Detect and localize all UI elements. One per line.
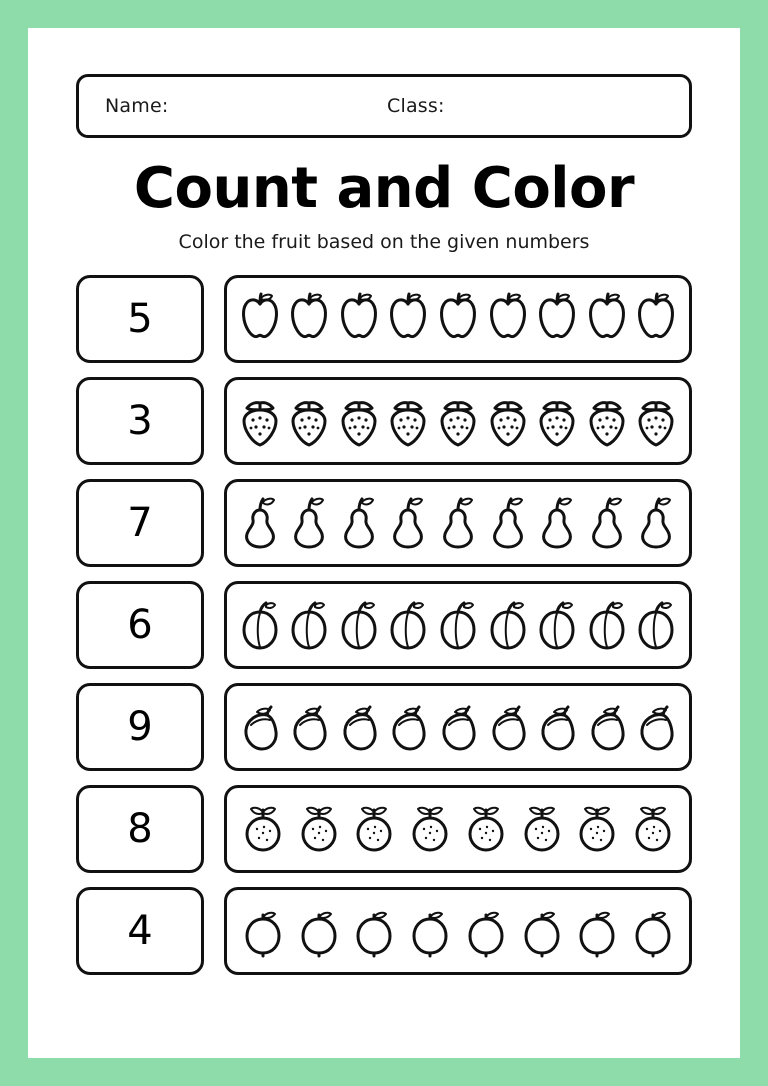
strawberry-icon[interactable]: [237, 388, 283, 454]
apple-icon[interactable]: [336, 286, 382, 352]
orange-icon[interactable]: [296, 796, 342, 862]
pear-icon[interactable]: [633, 490, 679, 556]
orange-icon[interactable]: [240, 796, 286, 862]
mango-icon[interactable]: [385, 694, 431, 760]
lemon-icon[interactable]: [240, 898, 286, 964]
pear-icon[interactable]: [385, 490, 431, 556]
fruit-row-lemon: [224, 887, 692, 975]
strawberry-icon[interactable]: [485, 388, 531, 454]
exercise-row: [76, 581, 692, 669]
plum-icon[interactable]: [336, 592, 382, 658]
mango-icon[interactable]: [237, 694, 283, 760]
mango-icon[interactable]: [435, 694, 481, 760]
exercise-row: [76, 785, 692, 873]
apple-icon[interactable]: [286, 286, 332, 352]
class-label: Class:: [387, 95, 445, 117]
apple-icon[interactable]: [584, 286, 630, 352]
strawberry-icon[interactable]: [534, 388, 580, 454]
exercise-row: [76, 377, 692, 465]
plum-icon[interactable]: [286, 592, 332, 658]
plum-icon[interactable]: [435, 592, 481, 658]
exercise-row: [76, 887, 692, 975]
number-box: 6: [76, 581, 204, 669]
number-box: 8: [76, 785, 204, 873]
apple-icon[interactable]: [385, 286, 431, 352]
lemon-icon[interactable]: [407, 898, 453, 964]
orange-icon[interactable]: [574, 796, 620, 862]
mango-icon[interactable]: [633, 694, 679, 760]
number-box: 9: [76, 683, 204, 771]
mango-icon[interactable]: [336, 694, 382, 760]
lemon-icon[interactable]: [351, 898, 397, 964]
fruit-row-orange: [224, 785, 692, 873]
exercise-rows: [76, 275, 692, 975]
number-box: 5: [76, 275, 204, 363]
orange-icon[interactable]: [407, 796, 453, 862]
fruit-row-pear: [224, 479, 692, 567]
strawberry-icon[interactable]: [385, 388, 431, 454]
mango-icon[interactable]: [534, 694, 580, 760]
pear-icon[interactable]: [485, 490, 531, 556]
page-title: Count and Color: [133, 156, 635, 221]
name-label: Name:: [105, 95, 169, 117]
orange-icon[interactable]: [463, 796, 509, 862]
mango-icon[interactable]: [286, 694, 332, 760]
worksheet-page: [28, 28, 740, 1058]
mango-icon[interactable]: [485, 694, 531, 760]
apple-icon[interactable]: [485, 286, 531, 352]
strawberry-icon[interactable]: [584, 388, 630, 454]
orange-icon[interactable]: [519, 796, 565, 862]
pear-icon[interactable]: [435, 490, 481, 556]
pear-icon[interactable]: [336, 490, 382, 556]
pear-icon[interactable]: [534, 490, 580, 556]
fruit-row-plum: [224, 581, 692, 669]
fruit-row-mango: [224, 683, 692, 771]
plum-icon[interactable]: [633, 592, 679, 658]
strawberry-icon[interactable]: [286, 388, 332, 454]
page-subtitle: Color the fruit based on the given numbers: [178, 230, 590, 253]
pear-icon[interactable]: [237, 490, 283, 556]
plum-icon[interactable]: [485, 592, 531, 658]
name-class-box: [76, 74, 692, 138]
strawberry-icon[interactable]: [435, 388, 481, 454]
fruit-row-apple: [224, 275, 692, 363]
pear-icon[interactable]: [584, 490, 630, 556]
apple-icon[interactable]: [633, 286, 679, 352]
exercise-row: [76, 479, 692, 567]
number-box: 3: [76, 377, 204, 465]
lemon-icon[interactable]: [463, 898, 509, 964]
apple-icon[interactable]: [237, 286, 283, 352]
worksheet-content: [76, 74, 692, 1018]
number-box: 4: [76, 887, 204, 975]
plum-icon[interactable]: [584, 592, 630, 658]
pear-icon[interactable]: [286, 490, 332, 556]
strawberry-icon[interactable]: [633, 388, 679, 454]
mango-icon[interactable]: [584, 694, 630, 760]
plum-icon[interactable]: [534, 592, 580, 658]
plum-icon[interactable]: [237, 592, 283, 658]
number-box: 7: [76, 479, 204, 567]
lemon-icon[interactable]: [574, 898, 620, 964]
lemon-icon[interactable]: [519, 898, 565, 964]
lemon-icon[interactable]: [630, 898, 676, 964]
apple-icon[interactable]: [534, 286, 580, 352]
fruit-row-strawberry: [224, 377, 692, 465]
orange-icon[interactable]: [351, 796, 397, 862]
exercise-row: [76, 683, 692, 771]
exercise-row: [76, 275, 692, 363]
orange-icon[interactable]: [630, 796, 676, 862]
apple-icon[interactable]: [435, 286, 481, 352]
lemon-icon[interactable]: [296, 898, 342, 964]
plum-icon[interactable]: [385, 592, 431, 658]
strawberry-icon[interactable]: [336, 388, 382, 454]
